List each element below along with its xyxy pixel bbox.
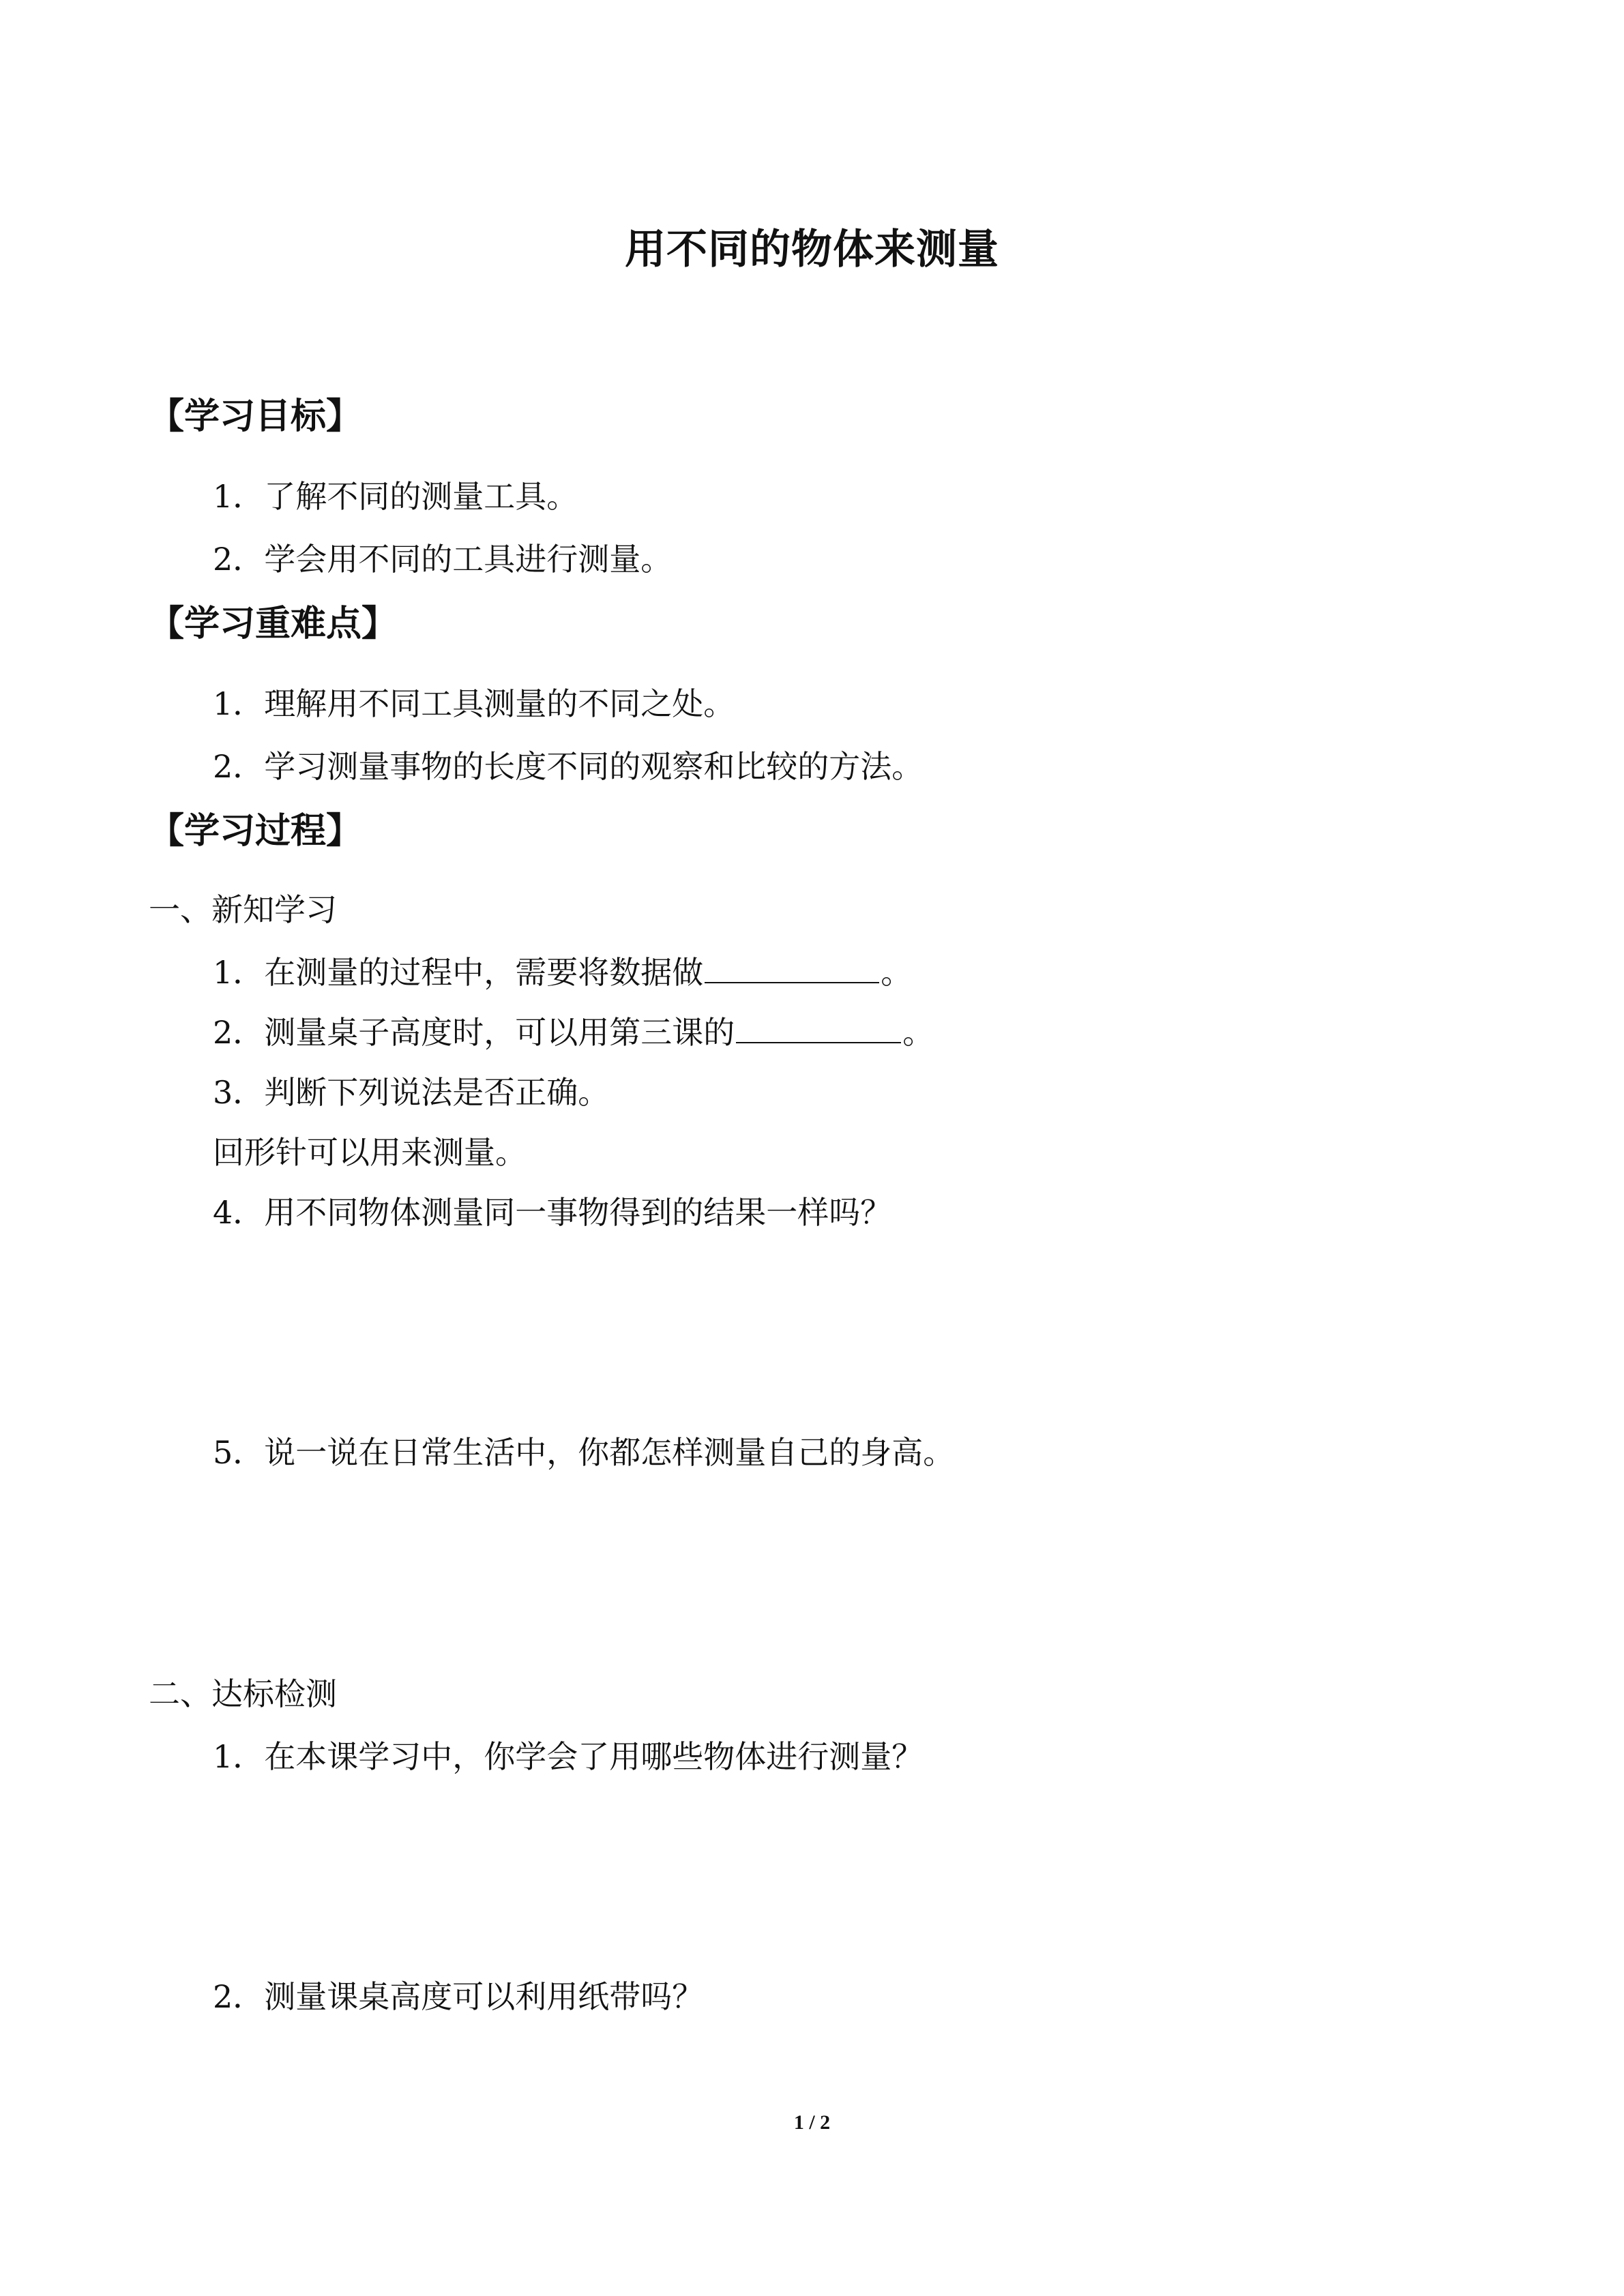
goal-item-1: 1．了解不同的测量工具。 xyxy=(213,478,578,515)
question-1 xyxy=(213,948,912,993)
key-points-heading: 【学习重难点】 xyxy=(149,603,398,644)
question-2-end: 。 xyxy=(902,1014,934,1051)
check-question-1: 1．在本课学习中，你学会了用哪些物体进行测量？ xyxy=(213,1738,924,1775)
question-5: 5．说一说在日常生活中，你都怎样测量自己的身高。 xyxy=(213,1434,955,1471)
check-question-2: 2．测量课桌高度可以利用纸带吗？ xyxy=(213,1978,704,2015)
key-point-item-1: 1．理解用不同工具测量的不同之处。 xyxy=(213,685,735,722)
page-title: 用不同的物体来测量 xyxy=(625,226,999,273)
question-2 xyxy=(213,1008,934,1053)
part1-label: 一、新知学习 xyxy=(149,891,337,928)
question-2-text: 2．测量桌子高度时，可以用第三课的 xyxy=(213,1014,735,1051)
page-number: 1 / 2 xyxy=(793,2111,831,2134)
key-point-item-2: 2．学习测量事物的长度不同的观察和比较的方法。 xyxy=(213,748,924,785)
question-1-end: 。 xyxy=(881,954,913,991)
question-1-text: 1．在测量的过程中，需要将数据做 xyxy=(213,954,704,991)
process-heading: 【学习过程】 xyxy=(149,811,362,852)
part2-label: 二、达标检测 xyxy=(149,1675,337,1712)
answer-blank-1[interactable] xyxy=(705,952,879,983)
answer-blank-2[interactable] xyxy=(736,1012,901,1043)
goals-heading: 【学习目标】 xyxy=(149,396,362,437)
question-3: 3．判断下列说法是否正确。 xyxy=(213,1074,610,1111)
question-4: 4．用不同物体测量同一事物得到的结果一样吗？ xyxy=(213,1194,892,1231)
goal-item-2: 2．学会用不同的工具进行测量。 xyxy=(213,541,673,578)
question-3-statement: 回形针可以用来测量。 xyxy=(213,1134,527,1171)
